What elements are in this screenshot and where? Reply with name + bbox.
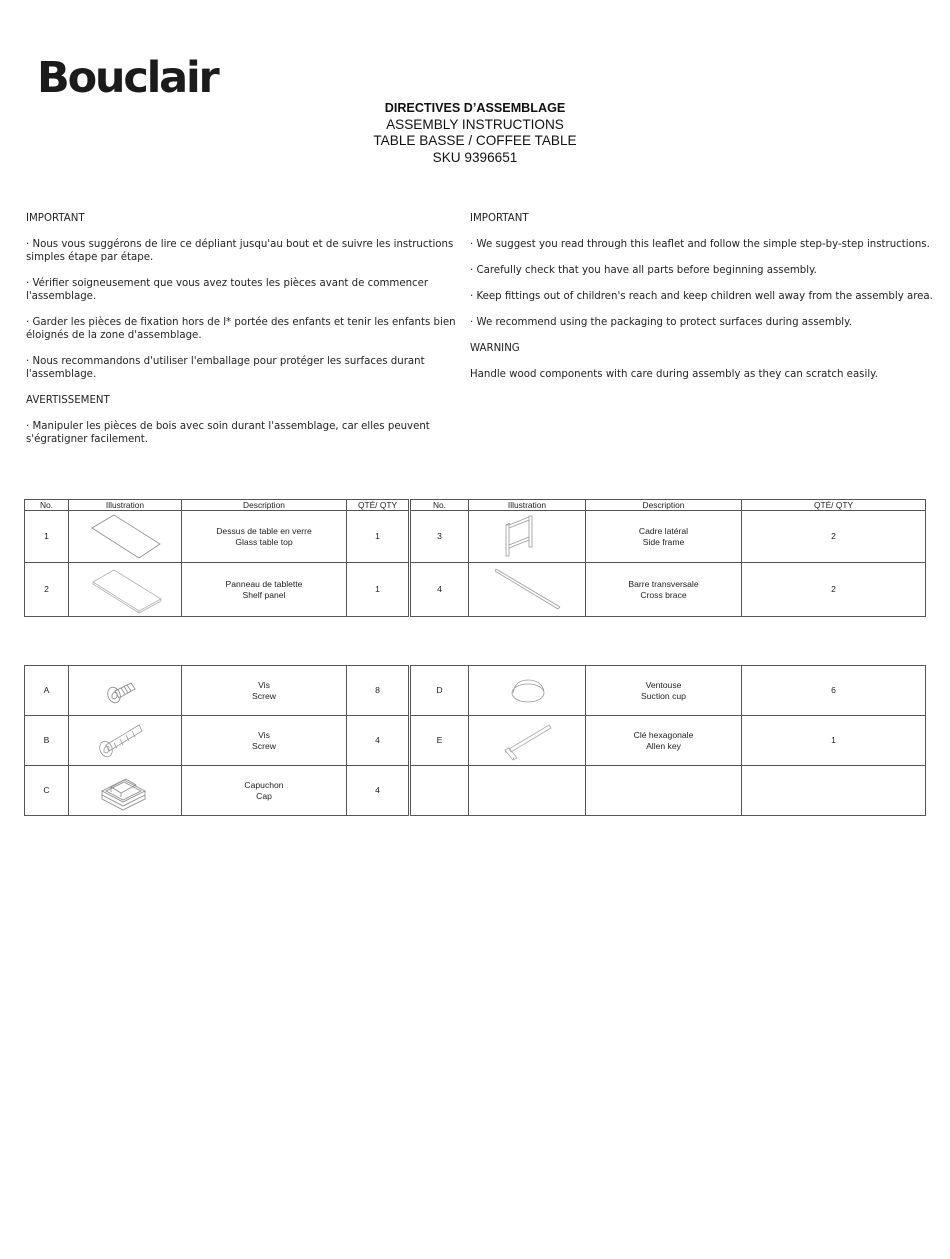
part-description: Dessus de table en verre Glass table top	[182, 511, 347, 563]
part-letter	[410, 766, 469, 816]
note-bullet: · Nous recommandons d'utiliser l'emballage pour protéger les surfaces durant l'assemblage.	[26, 356, 425, 380]
warning-heading: WARNING	[470, 343, 520, 354]
part-description: Barre transversale Cross brace	[586, 563, 742, 617]
part-description: Vis Screw	[182, 716, 347, 766]
part-description: Ventouse Suction cup	[586, 666, 742, 716]
part-illustration	[469, 716, 586, 766]
note-bullet: · Carefully check that you have all parts before beginning assembly.	[470, 265, 817, 276]
part-illustration	[69, 563, 182, 617]
warning-text: Handle wood components with care during assembly as they can scratch easily.	[470, 369, 878, 380]
note-bullet: · We suggest you read through this leaflet and follow the simple step-by-step instructions.	[470, 239, 930, 250]
notes-english	[470, 212, 933, 394]
part-quantity: 1	[742, 716, 926, 766]
part-description: Cadre latéral Side frame	[586, 511, 742, 563]
title-en: ASSEMBLY INSTRUCTIONS	[386, 116, 564, 132]
part-quantity: 2	[742, 511, 926, 563]
part-illustration	[69, 766, 182, 816]
column-header: Description	[182, 500, 347, 511]
column-header: No.	[25, 500, 69, 511]
side-frame-icon	[469, 511, 586, 562]
part-quantity: 2	[742, 563, 926, 617]
document-title-block	[275, 100, 675, 166]
long-screw-icon	[69, 716, 182, 765]
part-quantity: 4	[347, 766, 410, 816]
shelf-panel-icon	[69, 563, 182, 616]
part-number: 3	[410, 511, 469, 563]
part-letter: E	[410, 716, 469, 766]
table-row	[25, 666, 926, 716]
part-letter: D	[410, 666, 469, 716]
part-quantity: 8	[347, 666, 410, 716]
part-number: 4	[410, 563, 469, 617]
note-bullet: · We recommend using the packaging to protect surfaces during assembly.	[470, 317, 852, 328]
part-letter: B	[25, 716, 69, 766]
notes-heading: IMPORTANT	[470, 213, 529, 224]
hardware-table	[24, 665, 926, 816]
note-bullet: · Keep fittings out of children's reach and keep children well away from the assembly area.	[470, 291, 933, 302]
part-illustration	[69, 511, 182, 563]
part-illustration	[69, 666, 182, 716]
part-number: 1	[25, 511, 69, 563]
column-header: Description	[586, 500, 742, 511]
column-header: QTÉ/ QTY	[347, 500, 410, 511]
part-quantity: 6	[742, 666, 926, 716]
part-quantity: 1	[347, 511, 410, 563]
table-row	[25, 563, 926, 617]
column-header: Illustration	[469, 500, 586, 511]
part-description: Capuchon Cap	[182, 766, 347, 816]
part-quantity: 1	[347, 563, 410, 617]
product-name: TABLE BASSE / COFFEE TABLE	[373, 133, 577, 149]
part-number: 2	[25, 563, 69, 617]
part-description: Vis Screw	[182, 666, 347, 716]
warning-heading: AVERTISSEMENT	[26, 395, 110, 406]
cap-icon	[69, 766, 182, 815]
part-illustration	[469, 511, 586, 563]
warning-text: · Manipuler les pièces de bois avec soin durant l'assemblage, car elles peuvent s'égratigner facilement.	[26, 421, 430, 445]
allen-key-icon	[469, 716, 586, 765]
part-description	[586, 766, 742, 816]
part-illustration	[469, 563, 586, 617]
column-header: Illustration	[69, 500, 182, 511]
glass-table-top-icon	[69, 511, 182, 562]
suction-cup-icon	[469, 666, 586, 715]
notes-french	[26, 212, 471, 459]
note-bullet: · Garder les pièces de fixation hors de l* portée des enfants et tenir les enfants bien éloignés de la zone d'assemblage.	[26, 317, 456, 341]
part-illustration	[469, 766, 586, 816]
part-description: Clé hexagonale Allen key	[586, 716, 742, 766]
column-header: No.	[410, 500, 469, 511]
column-header: QTÉ/ QTY	[742, 500, 926, 511]
title-fr: DIRECTIVES D’ASSEMBLAGE	[384, 101, 566, 115]
note-bullet: · Vérifier soigneusement que vous avez toutes les pièces avant de commencer l'assemblage.	[26, 278, 429, 302]
sku: SKU 9396651	[432, 149, 518, 165]
note-bullet: · Nous vous suggérons de lire ce dépliant jusqu'au bout et de suivre les instructions simples étape par étape.	[26, 239, 454, 263]
brand-logo: Bouclair	[37, 53, 218, 103]
table-row	[25, 766, 926, 816]
parts-table	[24, 499, 926, 617]
part-quantity	[742, 766, 926, 816]
part-letter: C	[25, 766, 69, 816]
short-screw-icon	[69, 666, 182, 715]
part-quantity: 4	[347, 716, 410, 766]
part-letter: A	[25, 666, 69, 716]
notes-heading: IMPORTANT	[26, 213, 85, 224]
table-header-row	[25, 500, 926, 511]
part-illustration	[69, 716, 182, 766]
part-illustration	[469, 666, 586, 716]
cross-brace-icon	[469, 563, 586, 616]
part-description: Panneau de tablette Shelf panel	[182, 563, 347, 617]
table-row	[25, 716, 926, 766]
table-row	[25, 511, 926, 563]
